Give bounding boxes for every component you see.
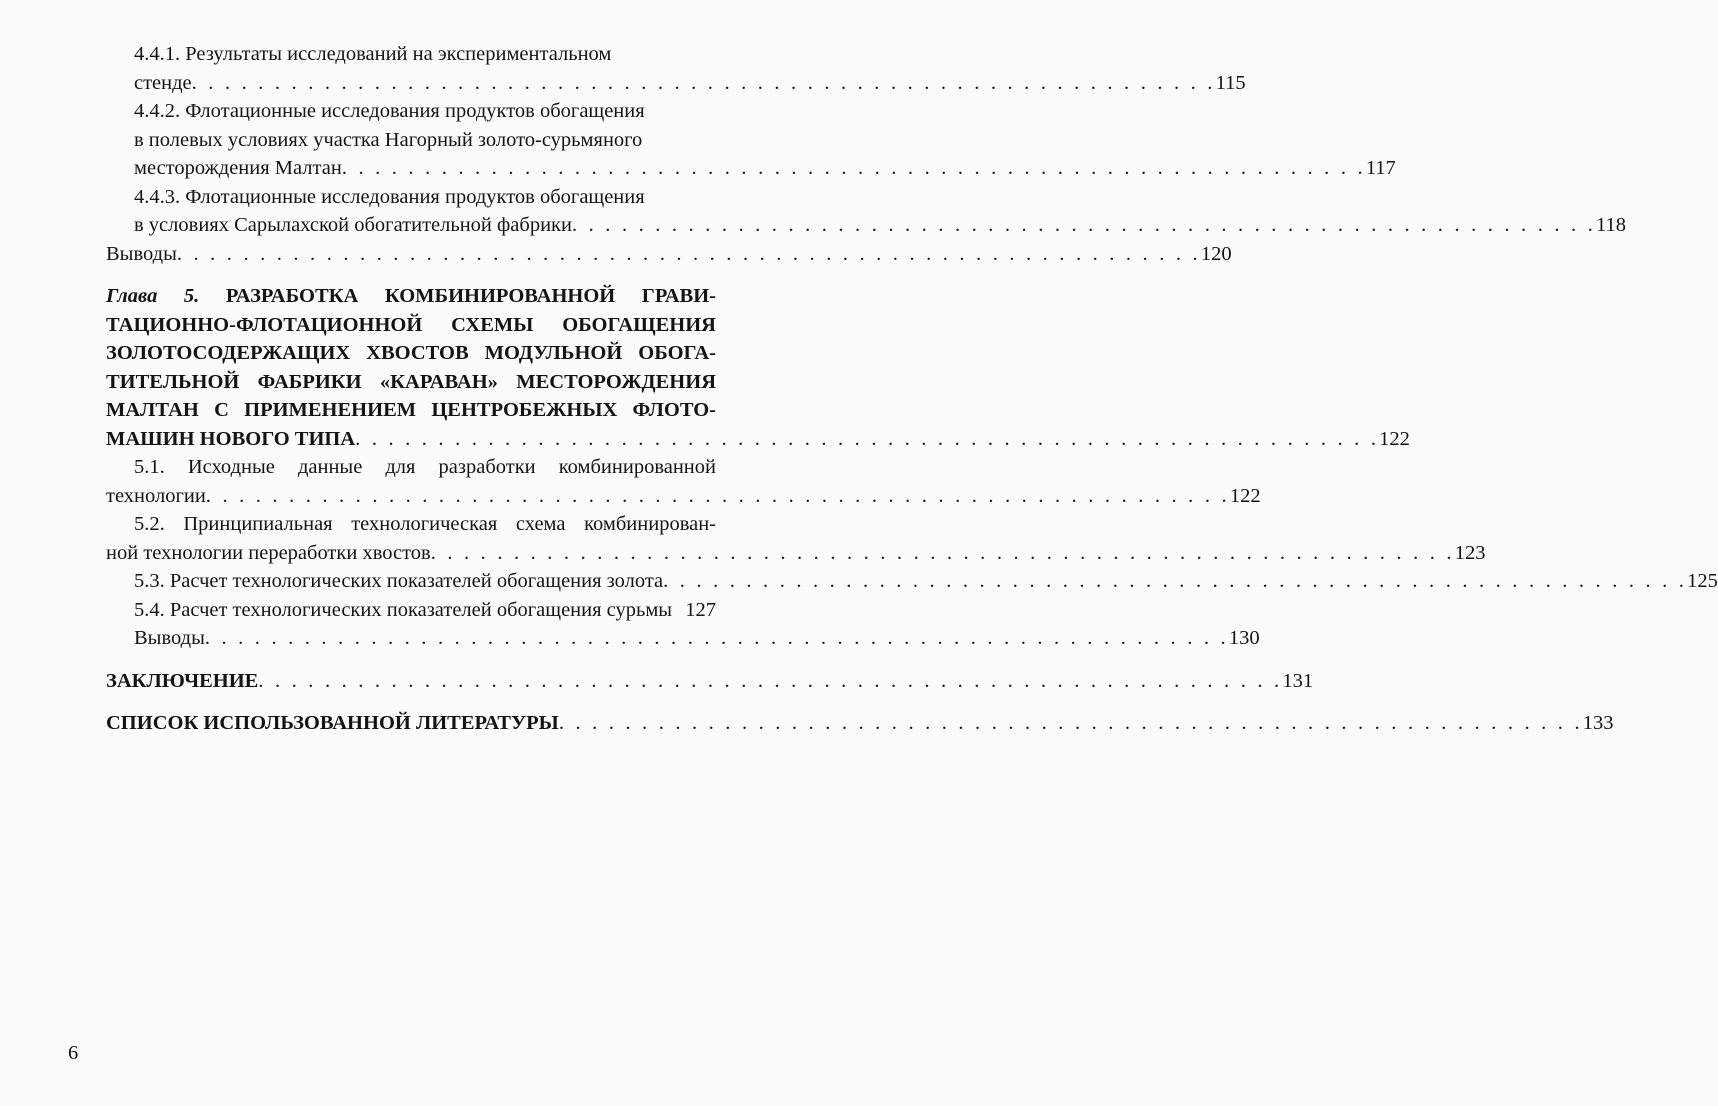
toc-line <box>106 368 716 397</box>
toc-entry-text: в полевых условиях участка Нагорный золото-сурьмяного <box>134 128 643 151</box>
table-of-contents <box>106 40 1718 738</box>
toc-line <box>106 126 716 155</box>
toc-entry-text: 4.4.2. Флотационные исследования продуктов обогащения <box>134 100 645 122</box>
toc-entry-text <box>106 282 716 311</box>
dot-leader: . . . . . . . . . . . . . . . . . . . . . . . . . . . . . . . . . . . . . . . . . . . . . . . . . . . . . . . . . . . . . . <box>191 71 1216 94</box>
toc-page-number: 122 <box>1379 427 1410 450</box>
toc-page-number: 122 <box>1229 484 1261 507</box>
dot-leader: . . . . . . . . . . . . . . . . . . . . . . . . . . . . . . . . . . . . . . . . . . . . . . . . . . . . . . . . . . . . . . <box>341 157 1366 179</box>
dot-leader: . . . . . . . . . . . . . . . . . . . . . . . . . . . . . . . . . . . . . . . . . . . . . . . . . . . . . . . . . . . . . . <box>204 627 1229 649</box>
toc-page-number: 118 <box>1595 214 1626 236</box>
dot-leader: . . . . . . . . . . . . . . . . . . . . . . . . . . . . . . . . . . . . . . . . . . . . . . . . . . . . . . . . . . . . . . <box>205 484 1230 507</box>
toc-line <box>106 539 1486 568</box>
toc-page-number: 125 <box>1687 570 1718 592</box>
dot-leader: . . . . . . . . . . . . . . . . . . . . . . . . . . . . . . . . . . . . . . . . . . . . . . . . . . . . . . . . . . . . . . <box>572 214 1596 236</box>
toc-entry-text: 4.4.1. Результаты исследований на экспериментальном <box>134 43 612 65</box>
toc-line <box>106 709 1614 738</box>
dot-leader: . . . . . . . . . . . . . . . . . . . . . . . . . . . . . . . . . . . . . . . . . . . . . . . . . . . . . . . . . . . . . . <box>558 712 1583 734</box>
toc-page-number: 133 <box>1582 712 1614 734</box>
toc-page-number: 127 <box>685 598 716 621</box>
toc-entry-text: 5.3. Расчет технологических показателей обогащения золота <box>134 570 664 592</box>
chapter-title: РАЗРАБОТКА КОМБИНИРОВАННОЙ ГРАВИ- <box>199 285 716 307</box>
toc-line <box>106 482 1261 511</box>
toc-entry-text: ЗАКЛЮЧЕНИЕ <box>106 669 259 692</box>
dot-leader: . . . . . . . . . . . . . . . . . . . . . . . . . . . . . . . . . . . . . . . . . . . . . . . . . . . . . . . . . . . . . . <box>258 669 1283 692</box>
toc-entry-text: технологии <box>106 484 206 507</box>
toc-entry-text: месторождения Малтан <box>134 157 342 179</box>
toc-line <box>106 97 716 126</box>
toc-entry-text: 4.4.3. Флотационные исследования продуктов обогащения <box>134 185 645 208</box>
dot-leader: . . . . . . . . . . . . . . . . . . . . . . . . . . . . . . . . . . . . . . . . . . . . . . . . . . . . . . . . . . . . . . <box>430 541 1455 564</box>
toc-line <box>106 211 1626 240</box>
toc-line <box>106 40 716 69</box>
page-number: 6 <box>68 1042 79 1064</box>
toc-line <box>106 667 1314 696</box>
chapter-label: Глава 5. <box>106 285 200 307</box>
toc-page-number: 131 <box>1282 669 1314 692</box>
toc-entry-text: Выводы <box>134 627 205 649</box>
toc-line <box>106 282 716 311</box>
toc-line <box>106 339 716 368</box>
toc-line <box>106 154 1396 183</box>
dot-leader: . . . . . . . . . . . . . . . . . . . . . . . . . . . . . . . . . . . . . . . . . . . . . . . . . . . . . . . . . . . . . . <box>663 570 1688 592</box>
dot-leader: . . . . . . . . . . . . . . . . . . . . . . . . . . . . . . . . . . . . . . . . . . . . . . . . . . . . . . . . . . . . . . <box>176 242 1201 265</box>
toc-entry-text: СПИСОК ИСПОЛЬЗОВАННОЙ ЛИТЕРАТУРЫ <box>106 712 559 734</box>
toc-line <box>106 453 716 482</box>
toc-line <box>106 240 1232 269</box>
toc-entry-text: МАЛТАН С ПРИМЕНЕНИЕМ ЦЕНТРОБЕЖНЫХ ФЛОТО- <box>106 399 716 421</box>
toc-entry-text: 5.1. Исходные данные для разработки комбинированной <box>134 456 716 478</box>
toc-page-number: 117 <box>1365 157 1396 179</box>
toc-entry-text: МАШИН НОВОГО ТИПА <box>106 427 356 450</box>
toc-line <box>106 596 716 625</box>
toc-page-number: 120 <box>1200 242 1232 265</box>
toc-line <box>106 183 716 212</box>
toc-line <box>106 624 1260 653</box>
toc-page-number: 123 <box>1454 541 1486 564</box>
toc-entry-text: стенде <box>134 71 192 94</box>
toc-entry-text: ТИТЕЛЬНОЙ ФАБРИКИ «КАРАВАН» МЕСТОРОЖДЕНИЯ <box>106 370 716 393</box>
toc-line <box>106 69 1246 98</box>
toc-entry-text: 5.2. Принципиальная технологическая схема комбинирован- <box>134 513 716 535</box>
toc-entry-text: ной технологии переработки хвостов <box>106 541 431 564</box>
toc-entry-text: ЗОЛОТОСОДЕРЖАЩИХ ХВОСТОВ МОДУЛЬНОЙ ОБОГА- <box>106 342 716 364</box>
toc-entry-text: ТАЦИОННО-ФЛОТАЦИОННОЙ СХЕМЫ ОБОГАЩЕНИЯ <box>106 313 716 336</box>
toc-entry-text: Выводы <box>106 242 177 265</box>
toc-entry-text: в условиях Сарылахской обогатительной фабрики <box>134 214 572 236</box>
toc-line <box>106 510 716 539</box>
toc-line <box>106 425 1410 454</box>
toc-line <box>106 311 716 340</box>
toc-line <box>106 567 1718 596</box>
toc-entry-text: 5.4. Расчет технологических показателей обогащения сурьмы <box>134 598 673 621</box>
toc-page-number: 115 <box>1215 71 1246 94</box>
toc-line <box>106 396 716 425</box>
dot-leader: . . . . . . . . . . . . . . . . . . . . . . . . . . . . . . . . . . . . . . . . . . . . . . . . . . . . . . . . . . . . . . <box>355 427 1380 450</box>
toc-page-number: 130 <box>1228 627 1260 649</box>
